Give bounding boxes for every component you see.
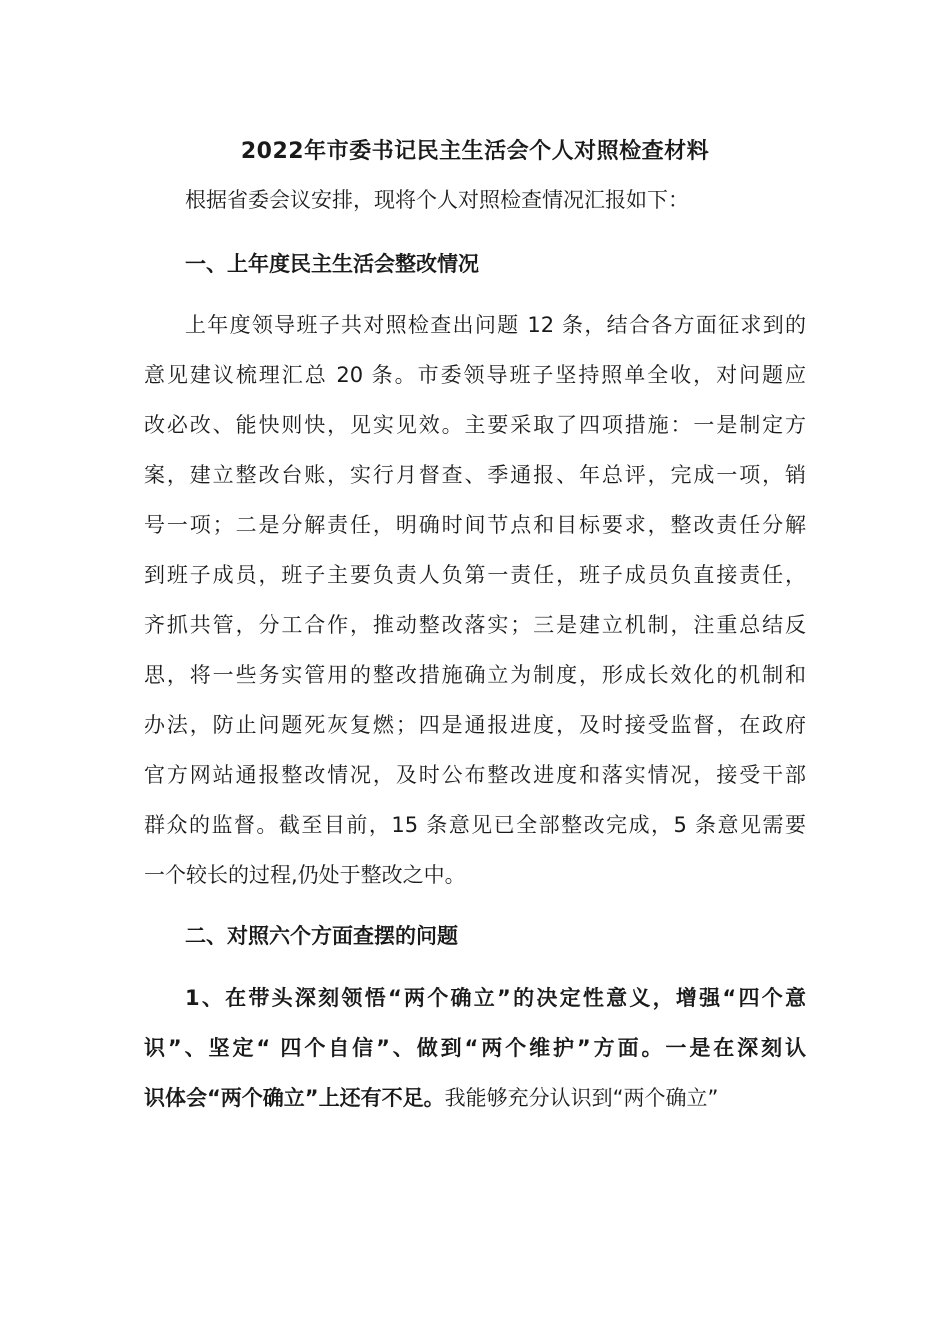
item-1-line: 识”、坚定“ 四个自信”、做到“两个维护”方面。一是在深刻认 xyxy=(144,1036,806,1060)
item-1-normal-phrase: 我能够充分认识到“两个确立” xyxy=(444,1086,719,1110)
item-1-line-3 xyxy=(144,1078,806,1118)
section-1-heading: 一、上年度民主生活会整改情况 xyxy=(185,252,479,276)
section-1-line: 齐抓共管，分工合作，推动整改落实；三是建立机制，注重总结反 xyxy=(144,613,806,637)
section-1-line: 官方网站通报整改情况，及时公布整改进度和落实情况，接受干部 xyxy=(144,763,806,787)
section-1-line: 意见建议梳理汇总 20 条。市委领导班子坚持照单全收，对问题应 xyxy=(144,363,806,387)
section-1-line: 群众的监督。截至目前，15 条意见已全部整改完成，5 条意见需要 xyxy=(144,813,806,837)
section-1-line: 一个较长的过程,仍处于整改之中。 xyxy=(144,863,466,887)
section-1-line: 到班子成员，班子主要负责人负第一责任，班子成员负直接责任， xyxy=(144,563,806,587)
section-1-line: 号一项；二是分解责任，明确时间节点和目标要求，整改责任分解 xyxy=(144,513,806,537)
section-1-line: 上年度领导班子共对照检查出问题 12 条，结合各方面征求到的 xyxy=(185,313,806,337)
item-1-bold-phrase: 识体会“两个确立”上还有不足。 xyxy=(144,1086,445,1110)
section-2-heading: 二、对照六个方面查摆的问题 xyxy=(185,924,458,948)
document-title: 2022年市委书记民主生活会个人对照检查材料 xyxy=(240,139,710,164)
section-1-line: 思，将一些务实管用的整改措施确立为制度，形成长效化的机制和 xyxy=(144,663,806,687)
intro-paragraph: 根据省委会议安排，现将个人对照检查情况汇报如下： xyxy=(185,188,689,212)
item-1-line: 1、在带头深刻领悟“两个确立”的决定性意义，增强“四个意 xyxy=(185,986,806,1010)
section-1-line: 改必改、能快则快，见实见效。主要采取了四项措施：一是制定方 xyxy=(144,413,806,437)
section-1-line: 办法，防止问题死灰复燃；四是通报进度，及时接受监督，在政府 xyxy=(144,713,806,737)
section-1-line: 案，建立整改台账，实行月督查、季通报、年总评，完成一项，销 xyxy=(144,463,806,487)
